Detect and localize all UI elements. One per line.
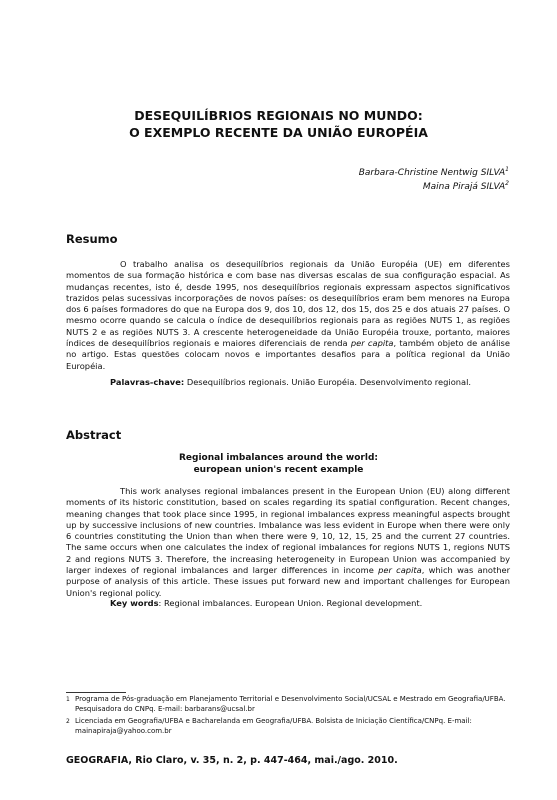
resumo-body-part-2: , também objeto de análise no artigo. Estas questões colocam novos e importantes desafios para a política regional da União Européia. — [66, 338, 510, 371]
footnote-separator — [66, 692, 126, 693]
author-1-footnote-mark: 1 — [505, 166, 509, 173]
footnote-2-mark: 2 — [66, 718, 70, 725]
resumo-keywords-text: Desequilíbrios regionais. União Européia. Desenvolvimento regional. — [186, 377, 472, 387]
author-2-name: Maina Pirajá SILVA — [422, 182, 506, 192]
resumo-body-italic: per capita — [350, 338, 394, 349]
abstract-body-italic: per capita — [378, 565, 422, 576]
resumo-keywords — [110, 377, 471, 388]
resumo-body-part-1: O trabalho analisa os desequilíbrios regionais da União Européia (UE) em diferentes momentos de sua formação histórica e com base nas diversas escalas de sua configuração espacial. As mudanças recentes, isto é, desde 1995, nos desequilíbrios regionais expressam aspectos significativos trazidos pelas sucessivas incorporações de novos países: os desequilíbrios eram bem menores na Europa dos 6 países formadores do que na Europa dos 9, dos 10, dos 12, dos 15, dos 25 e dos atuais 27 países. O mesmo ocorre quando se calcula o índice de desequilíbrios regionais para as regiões NUTS 1, as regiões NUTS 2 e as regiões NUTS 3. A crescente heterogeneidade da União Européia trouxe, portanto, maiores índices de desequilíbrios regionais e maiores diferenciais de renda — [66, 259, 510, 349]
paper-title-line-2: O EXEMPLO RECENTE DA UNIÃO EUROPÉIA — [129, 125, 428, 140]
paper-title-line-1: DESEQUILÍBRIOS REGIONAIS NO MUNDO: — [134, 108, 423, 123]
author-2 — [423, 177, 509, 194]
abstract-body-part-1: This work analyses regional imbalances present in the European Union (EU) along different moments of its historic constitution, based on scales regarding its spatial configuration. Recent changes, meaning changes that took place since 1995, in regional imbalances express meaningful aspects brought up by successive inclusions of new countries. Imbalance was less evident in Europe when there were only 6 countries constituting the Union than when there were 9, 10, 12, 15, 25 and the current 27 countries. The same occurs when one calculates the index of regional imbalances for regions NUTS 1, regions NUTS 2 and regions NUTS 3. Therefore, the increasing heterogeneity in European Union was accompanied by larger indexes of regional imbalances and larger differences in income — [66, 486, 510, 576]
abstract-title-line-1: Regional imbalances around the world: — [178, 453, 378, 463]
paper-title — [0, 107, 557, 141]
author-2-footnote-mark: 2 — [505, 180, 509, 187]
abstract-keywords-label: Key words — [110, 598, 159, 608]
resumo-heading: Resumo — [66, 232, 118, 246]
abstract-heading: Abstract — [66, 428, 122, 442]
abstract-title-line-2: european union's recent example — [193, 465, 364, 475]
footnote-1-text: Programa de Pós-graduação em Planejamento Territorial e Desenvolvimento Social/UCSAL e Mestrado em Geografia/UFBA. Pesquisadora do CNPq. E-mail: barbarans@ucsal.br — [75, 695, 506, 713]
footnote-1 — [66, 695, 511, 714]
footnote-1-mark: 1 — [66, 696, 70, 703]
resumo-body — [66, 259, 510, 372]
abstract-keywords-text: : Regional imbalances. European Union. Regional development. — [158, 598, 423, 608]
author-1-name: Barbara-Christine Nentwig SILVA — [358, 168, 506, 178]
resumo-keywords-label: Palavras-chave: — [110, 377, 185, 387]
abstract-title — [0, 452, 557, 476]
abstract-body — [66, 486, 510, 599]
abstract-keywords — [110, 598, 422, 609]
footnote-2-text: Licenciada em Geografia/UFBA e Bacharelanda em Geografia/UFBA. Bolsista de Iniciação Científica/CNPq. E-mail: mainapiraja@yahoo.com.br — [75, 717, 472, 735]
footnote-2 — [66, 717, 511, 736]
journal-citation-footer: GEOGRAFIA, Rio Claro, v. 35, n. 2, p. 447-464, mai./ago. 2010. — [66, 755, 398, 766]
abstract-body-part-2: , which was another purpose of analysis of this article. These issues put forward new and important challenges for European Union's regional policy. — [66, 565, 511, 598]
